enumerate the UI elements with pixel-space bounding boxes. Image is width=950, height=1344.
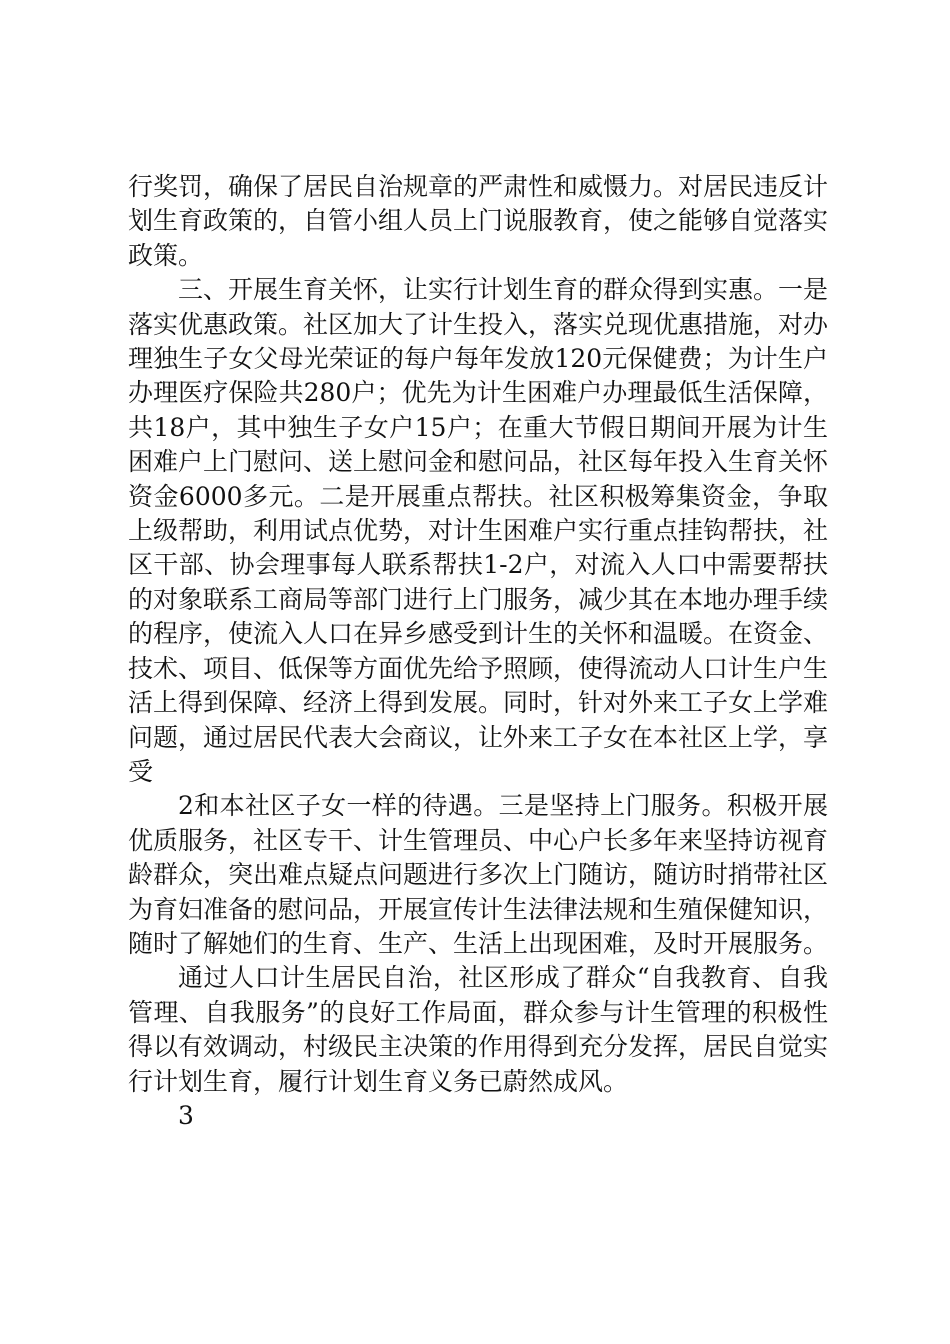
- paragraph-home-service: 2和本社区子女一样的待遇。三是坚持上门服务。积极开展优质服务，社区专干、计生管理员、中心户长多年来坚持访视育龄群众，突出难点疑点问题进行多次上门随访，随访时捎带社区为育妇准备的慰问品，开展宣传计生法律法规和生殖保健知识，随时了解她们的生育、生产、生活上出现困难，及时开展服务。: [128, 791, 829, 958]
- page-number: 3: [178, 1100, 194, 1130]
- document-body: [128, 170, 828, 1133]
- paragraph-continuation: 行奖罚，确保了居民自治规章的严肃性和威慑力。对居民违反计划生育政策的，自管小组人员上门说服教育，使之能够自觉落实政策。: [128, 172, 829, 270]
- paragraph-birth-care: 三、开展生育关怀，让实行计划生育的群众得到实惠。一是落实优惠政策。社区加大了计生投入，落实兑现优惠措施，对办理独生子女父母光荣证的每户每年发放120元保健费；为计生户办理医疗保险共280户；优先为计生困难户办理最低生活保障，共18户，其中独生子女户15户；在重大节假日期间开展为计生困难户上门慰问、送上慰问金和慰问品，社区每年投入生育关怀资金6000多元。二是开展重点帮扶。社区积极筹集资金，争取上级帮助，利用试点优势，对计生困难户实行重点挂钩帮扶，社区干部、协会理事每人联系帮扶1-2户，对流入人口中需要帮扶的对象联系工商局等部门进行上门服务，减少其在本地办理手续的程序，使流入人口在异乡感受到计生的关怀和温暖。在资金、技术、项目、低保等方面优先给予照顾，使得流动人口计生户生活上得到保障、经济上得到发展。同时，针对外来工子女上学难问题，通过居民代表大会商议，让外来工子女在本社区上学，享受: [128, 275, 829, 786]
- paragraph-conclusion: 通过人口计生居民自治，社区形成了群众“自我教育、自我管理、自我服务”的良好工作局面，群众参与计生管理的积极性得以有效调动，村级民主决策的作用得到充分发挥，居民自觉实行计划生育，履行计划生育义务已蔚然成风。: [128, 963, 829, 1096]
